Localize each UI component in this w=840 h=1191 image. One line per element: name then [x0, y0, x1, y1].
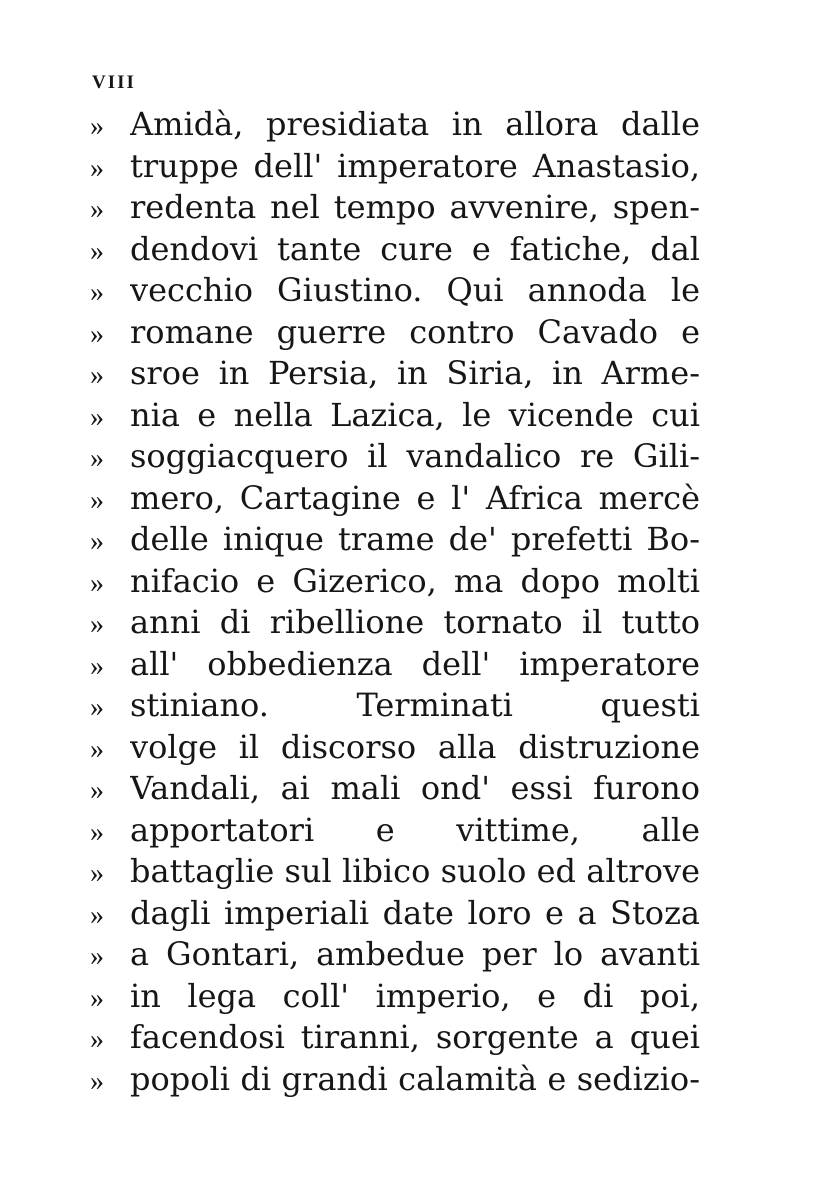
text-line: [90, 1059, 700, 1101]
line-text: facendosi tiranni, sorgente a quei: [130, 1018, 700, 1056]
text-line: [90, 270, 700, 312]
quote-mark: »: [90, 401, 104, 433]
quote-mark: »: [90, 941, 104, 972]
line-text: nifacio e Gizerico, ma dopo molti: [130, 561, 700, 600]
line-text: romane guerre contro Cavado e: [130, 312, 700, 351]
quote-mark: »: [90, 816, 104, 848]
text-line: [90, 810, 700, 852]
line-text: apportatori e vittime, alle: [130, 810, 700, 849]
quote-mark: »: [90, 609, 104, 640]
line-text: redenta nel tempo avvenire, spen-: [130, 188, 700, 226]
text-line: [90, 104, 700, 146]
quote-mark: »: [90, 1065, 104, 1097]
quote-mark: »: [90, 360, 104, 391]
line-text: nia e nella Lazica, le vicende cui: [130, 395, 700, 434]
line-text: delle inique trame de' prefetti Bo-: [130, 520, 700, 558]
text-line: [90, 976, 700, 1018]
quote-mark: »: [90, 775, 104, 806]
line-text: mero, Cartagine e l' Africa mercè: [130, 478, 700, 517]
text-line: [90, 312, 700, 354]
line-text: Amidà, presidiata in allora dalle: [130, 105, 700, 143]
text-line: [90, 934, 700, 976]
line-text: in lega coll' imperio, e di poi,: [130, 976, 700, 1015]
text-line: [90, 602, 700, 644]
line-text: dendovi tante cure e fatiche, dal: [130, 229, 700, 268]
text-line: [90, 727, 700, 769]
text-line: [90, 187, 700, 229]
quote-mark: »: [90, 899, 104, 931]
line-text: a Gontari, ambedue per lo avanti: [130, 935, 700, 973]
text-line: [90, 851, 700, 893]
quote-mark: »: [90, 152, 104, 184]
text-body: [90, 104, 700, 1100]
line-text: Vandali, ai mali ond' essi furono: [130, 769, 700, 807]
line-text: battaglie sul libico suolo ed altrove: [130, 852, 700, 890]
line-text: stiniano. Terminati questi: [130, 686, 700, 724]
quote-mark: »: [90, 318, 104, 350]
text-line: [90, 146, 700, 188]
text-line: [90, 478, 700, 520]
text-line: [90, 644, 700, 686]
quote-mark: »: [90, 650, 104, 682]
text-line: [90, 353, 700, 395]
line-text: sroe in Persia, in Siria, in Arme-: [130, 354, 700, 392]
quote-mark: »: [90, 111, 104, 142]
line-text: anni di ribellione tornato il tutto: [130, 603, 700, 641]
page-number: VIII: [92, 72, 136, 93]
text-line: [90, 893, 700, 935]
quote-mark: »: [90, 443, 104, 474]
text-line: [90, 768, 700, 810]
line-text: all' obbedienza dell' imperatore: [130, 644, 700, 683]
text-line: [90, 436, 700, 478]
text-line: [90, 1017, 700, 1059]
text-line: [90, 561, 700, 603]
text-line: [90, 395, 700, 437]
line-text: popoli di grandi calamità e sedizio-: [130, 1059, 700, 1098]
text-line: [90, 229, 700, 271]
quote-mark: »: [90, 277, 104, 308]
text-line: [90, 685, 700, 727]
line-text: truppe dell' imperatore Anastasio,: [130, 146, 700, 185]
quote-mark: »: [90, 733, 104, 765]
quote-mark: »: [90, 235, 104, 267]
quote-mark: »: [90, 1024, 104, 1055]
quote-mark: »: [90, 692, 104, 723]
quote-mark: »: [90, 526, 104, 557]
text-line: [90, 519, 700, 561]
line-text: dagli imperiali date loro e a Stoza: [130, 893, 700, 932]
line-text: vecchio Giustino. Qui annoda le: [130, 271, 700, 309]
quote-mark: »: [90, 484, 104, 516]
line-text: soggiacquero il vandalico re Gili-: [130, 437, 700, 475]
quote-mark: »: [90, 194, 104, 225]
quote-mark: »: [90, 567, 104, 599]
quote-mark: »: [90, 982, 104, 1014]
quote-mark: »: [90, 858, 104, 889]
line-text: volge il discorso alla distruzione: [130, 727, 700, 766]
